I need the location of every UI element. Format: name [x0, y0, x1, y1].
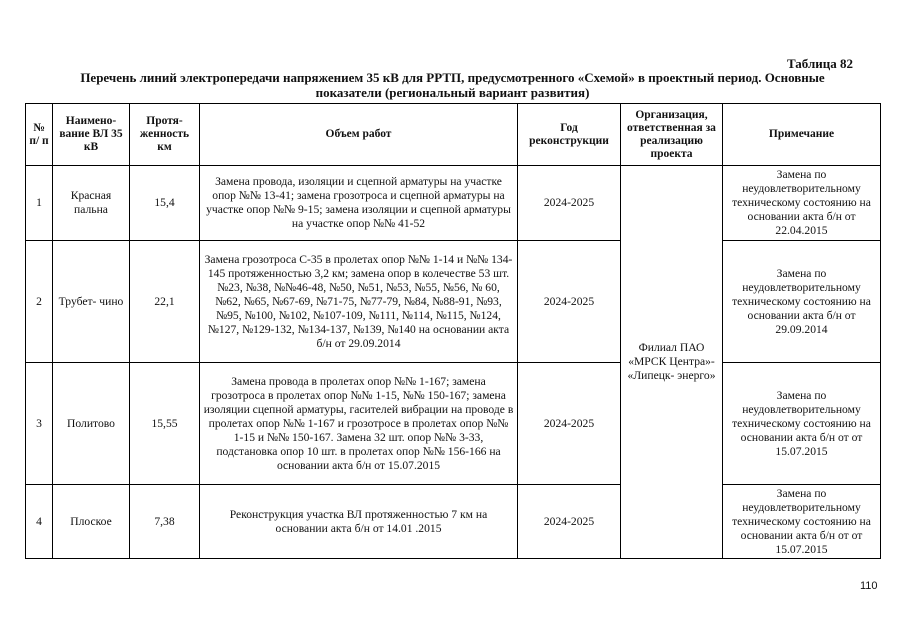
- header-num: № п/ п: [26, 104, 53, 166]
- row-works: Замена провода, изоляции и сцепной арматуры на участке опор №№ 13-41; замена грозотроса и сцепной арматуры на участке опор №№ 9-15; замена изоляции и сцепной арматуры на участке опор №№ 41-52: [200, 166, 518, 241]
- row-year: 2024-2025: [518, 485, 621, 559]
- row-name: Политово: [53, 363, 130, 485]
- row-length: 15,4: [130, 166, 200, 241]
- header-note: Примечание: [723, 104, 881, 166]
- row-num: 4: [26, 485, 53, 559]
- row-works: Замена грозотроса С-35 в пролетах опор №№ 1-14 и №№ 134-145 протяженностью 3,2 км; замена опор в колечестве 53 шт. №23, №38, №№46-48, №50, №51, №53, №55, №56, № 60, №62, №65, №67-69, №71-75, №77-79, №84, №88-91, №93, №95, №100, №102, №107-109, №111, №114, №115, №124, №127, №129-132, №134-137, №139, №140 на основании акта б/н от 29.09.2014: [200, 241, 518, 363]
- row-works: Замена провода в пролетах опор №№ 1-167; замена грозотроса в пролетах опор №№ 1-15, №№ 150-167; замена изоляции сцепной арматуры, гасителей вибрации на проводе в пролетах опор №№ 1-167 и грозотросе в пролетах опор №№ 1-15 и №№ 150-167. Замена 32 шт. опор №№ 3-33, подстановка опор 10 шт. в пролетах опор №№ 156-166 на основании акта б/н от 15.07.2015: [200, 363, 518, 485]
- table-label: Таблица 82: [786, 56, 853, 71]
- header-organization: Организация, ответственная за реализацию проекта: [621, 104, 723, 166]
- header-works: Объем работ: [200, 104, 518, 166]
- row-name: Плоское: [53, 485, 130, 559]
- row-year: 2024-2025: [518, 241, 621, 363]
- row-num: 3: [26, 363, 53, 485]
- row-year: 2024-2025: [518, 363, 621, 485]
- lines-table: [25, 103, 881, 559]
- row-works: Реконструкция участка ВЛ протяженностью 7 км на основании акта б/н от 14.01 .2015: [200, 485, 518, 559]
- table-caption: Перечень линий электропередачи напряжением 35 кВ для РРТП, предусмотренного «Схемой» в проектный период. Основные показатели (региональный вариант развития): [80, 70, 825, 100]
- row-num: 1: [26, 166, 53, 241]
- row-name: Трубет- чино: [53, 241, 130, 363]
- row-num: 2: [26, 241, 53, 363]
- row-year: 2024-2025: [518, 166, 621, 241]
- header-length: Протя- женность км: [130, 104, 200, 166]
- table-row: [26, 241, 881, 363]
- row-length: 15,55: [130, 363, 200, 485]
- row-note: Замена по неудовлетворительному техническому состоянию на основании акта б/н от 22.04.2015: [723, 166, 881, 241]
- page-number: 110: [860, 580, 878, 592]
- row-note: Замена по неудовлетворительному техническому состоянию на основании акта б/н от 29.09.2014: [723, 241, 881, 363]
- table-row: [26, 485, 881, 559]
- table-header-row: [26, 104, 881, 166]
- row-length: 22,1: [130, 241, 200, 363]
- header-year: Год реконструкции: [518, 104, 621, 166]
- table-row: [26, 166, 881, 241]
- row-note: Замена по неудовлетворительному техническому состоянию на основании акта б/н от от 15.07.2015: [723, 363, 881, 485]
- organization-cell: Филиал ПАО «МРСК Центра»- «Липецк- энерго»: [621, 166, 723, 559]
- row-note: Замена по неудовлетворительному техническому состоянию на основании акта б/н от от 15.07.2015: [723, 485, 881, 559]
- table-row: [26, 363, 881, 485]
- header-name: Наимено- вание ВЛ 35 кВ: [53, 104, 130, 166]
- row-length: 7,38: [130, 485, 200, 559]
- row-name: Красная пальна: [53, 166, 130, 241]
